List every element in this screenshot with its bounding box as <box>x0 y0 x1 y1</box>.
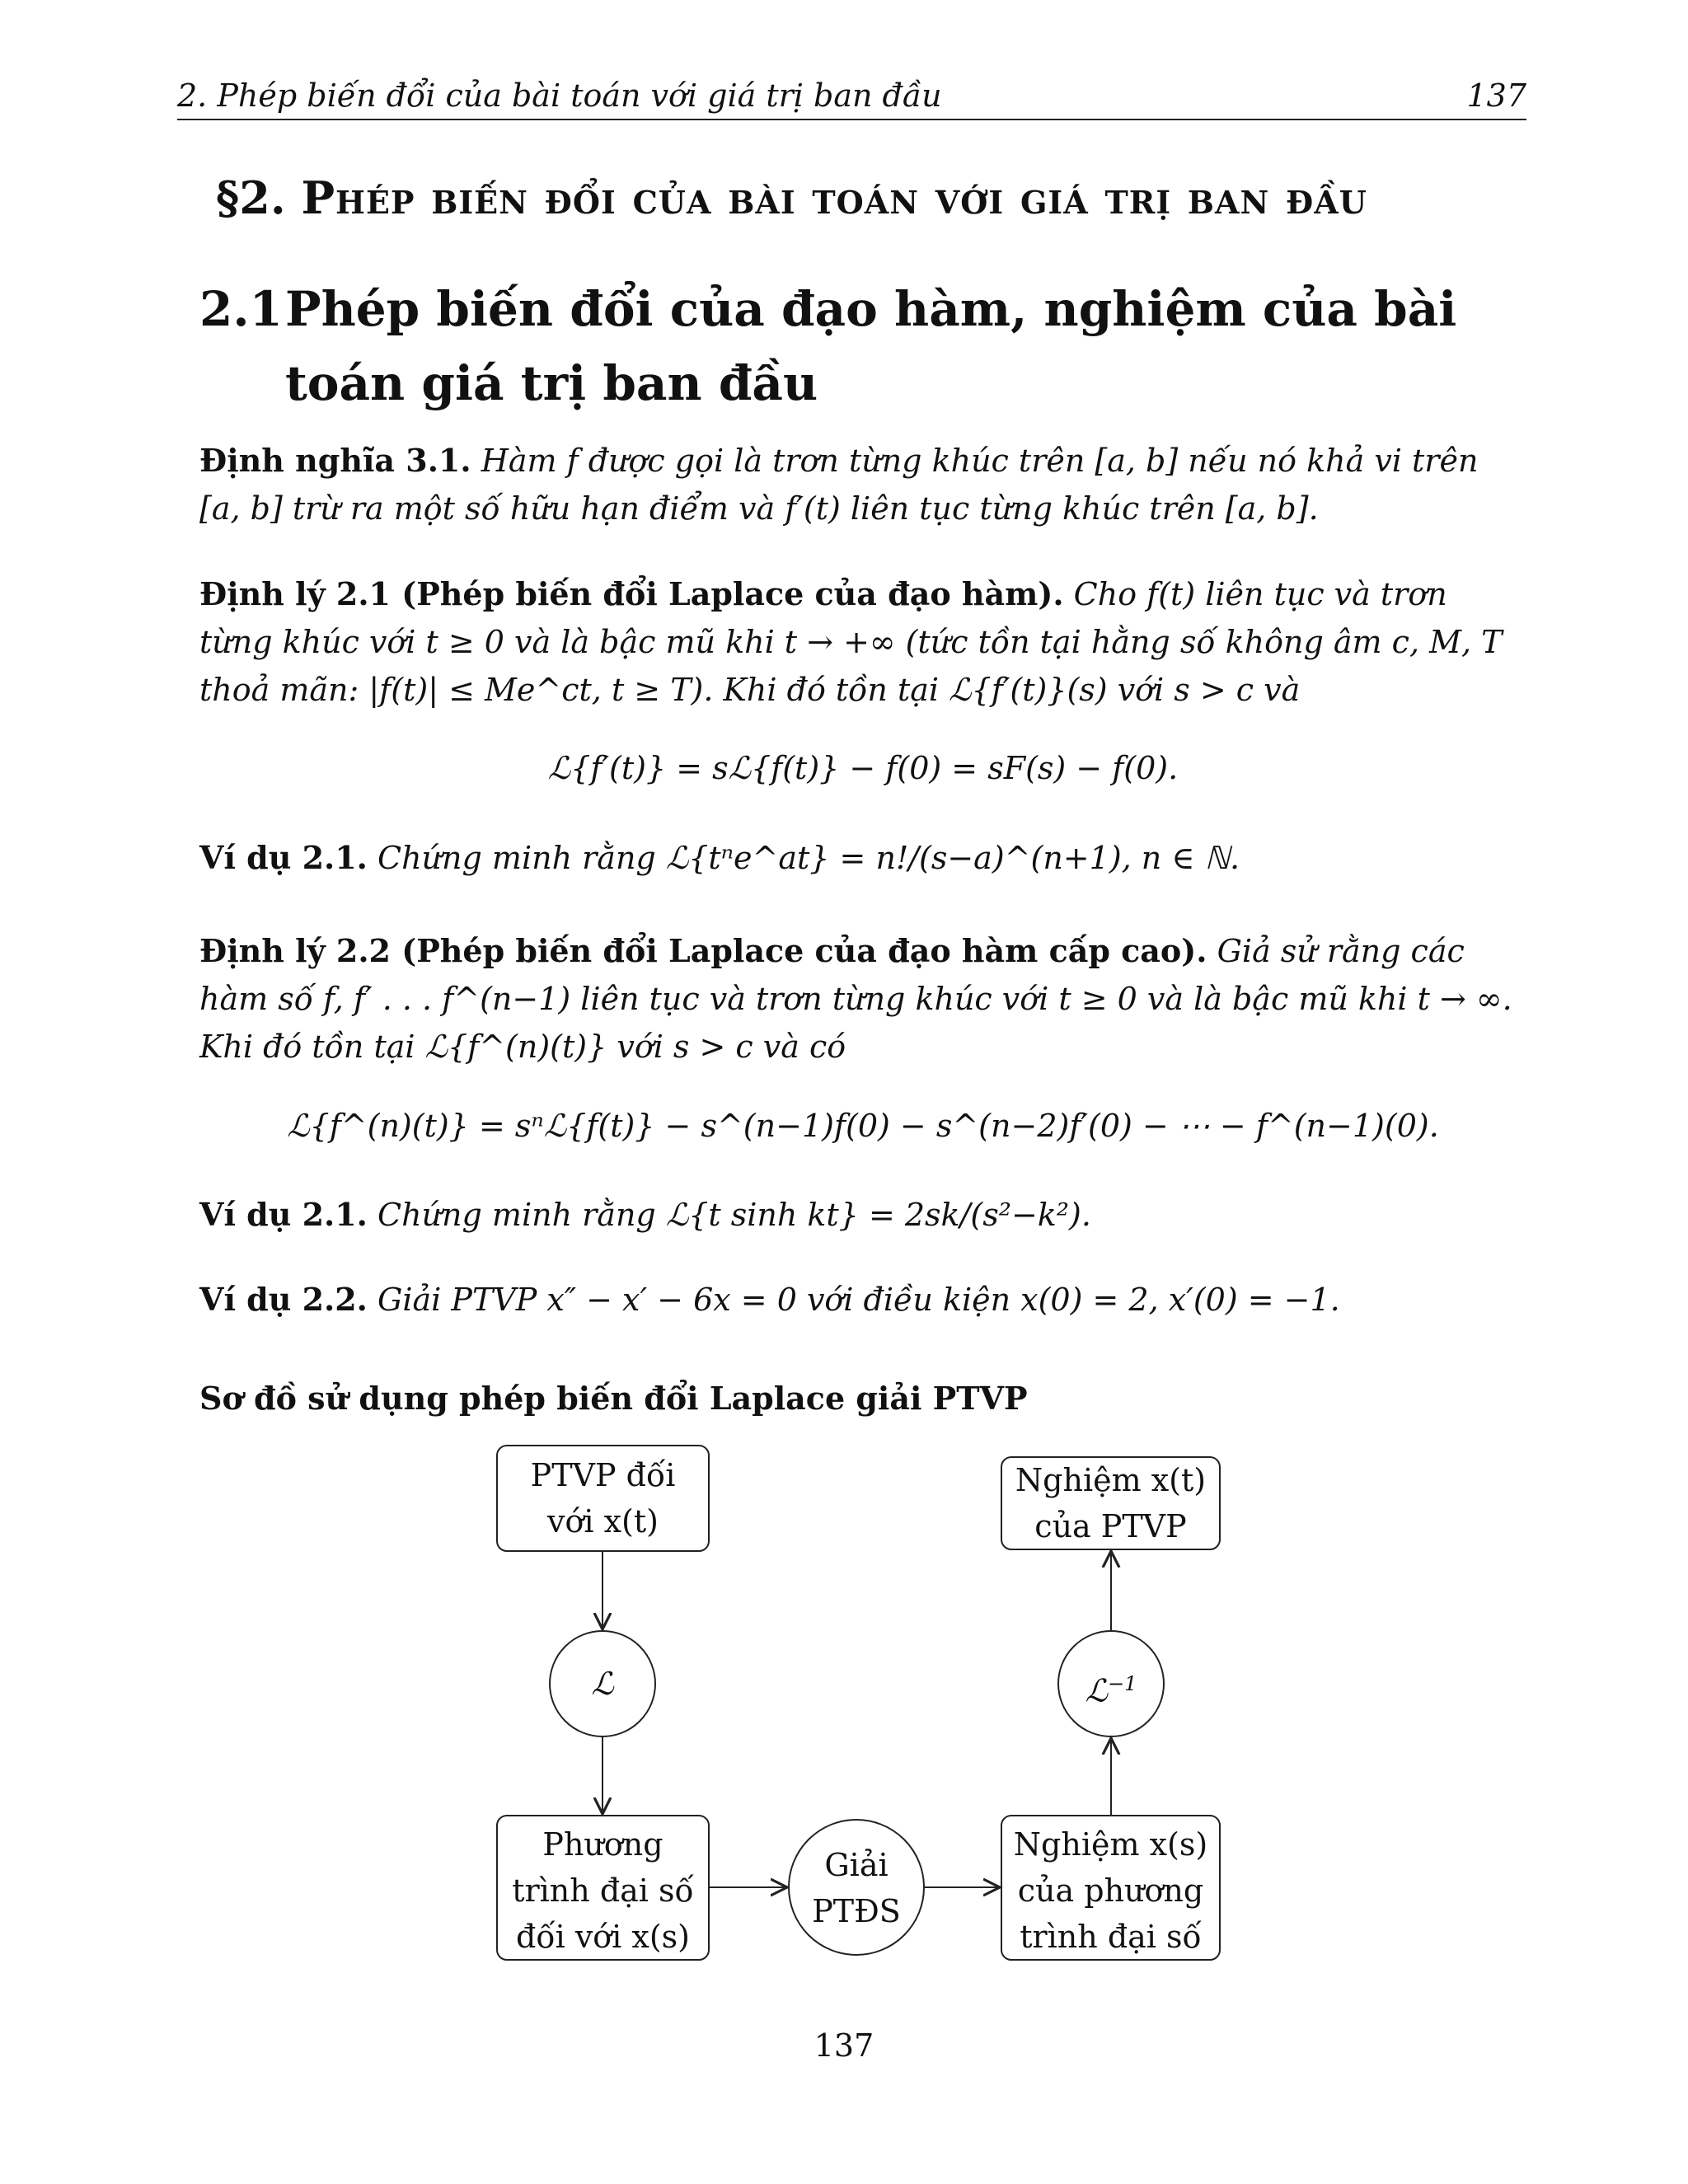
footer-page-number: 137 <box>814 2027 874 2064</box>
box-alg-solution-line-2: của phương <box>1017 1872 1204 1909</box>
box-algebraic-label <box>497 1821 709 1960</box>
box-algebraic-line-3: đối với x(s) <box>516 1919 690 1955</box>
circle-solve-label <box>789 1842 924 1934</box>
circle-inverse-exponent: −1 <box>1107 1672 1137 1695</box>
definition-label: Định nghĩa 3.1. <box>199 442 471 479</box>
box-solution-line-2: của PTVP <box>1034 1508 1187 1544</box>
section-symbol: §2. <box>216 171 286 224</box>
theorem-1-formula: ℒ{f′(t)} = sℒ{f(t)} − f(0) = sF(s) − f(0). <box>547 750 1179 786</box>
definition-text: Hàm f được gọi là trơn từng khúc trên [a, b] nếu nó khả vi trên [a, b] trừ ra một số hữu hạn điểm và f′(t) liên tục từng khúc trên [a, b]. <box>199 443 1479 527</box>
diagram-heading: Sơ đồ sử dụng phép biến đổi Laplace giải PTVP <box>199 1380 1028 1417</box>
section-title-text: Phép biến đổi của bài toán với giá trị ban đầu <box>301 171 1367 224</box>
theorem-1-text: Cho f(t) liên tục và trơn từng khúc với t ≥ 0 và là bậc mũ khi t → +∞ (tức tồn tại hằng số không âm c, M, T thoả mãn: |f(t)| ≤ Me^ct, t ≥ T). Khi đó tồn tại ℒ{f′(t)}(s) với s > c và <box>199 576 1503 708</box>
example-1-label: Ví dụ 2.1. <box>199 839 368 876</box>
box-ode-line-1: PTVP đối <box>530 1457 676 1493</box>
box-algebraic-line-2: trình đại số <box>512 1872 694 1909</box>
example-1-text: Chứng minh rằng ℒ{tⁿe^at} = n!/(s−a)^(n+1), n ∈ ℕ. <box>377 840 1240 876</box>
box-alg-solution-label <box>1001 1821 1220 1960</box>
theorem-2-formula: ℒ{f^(n)(t)} = sⁿℒ{f(t)} − s^(n−1)f(0) − s^(n−2)f′(0) − ⋯ − f^(n−1)(0). <box>287 1108 1439 1144</box>
subsection-number: 2.1 <box>199 281 283 337</box>
example-3-text: Giải PTVP x″ − x′ − 6x = 0 với điều kiện x(0) = 2, x′(0) = −1. <box>377 1282 1340 1318</box>
circle-inverse-label <box>1058 1661 1164 1714</box>
example-3-label: Ví dụ 2.2. <box>199 1281 368 1318</box>
running-title: 2. Phép biến đổi của bài toán với giá trị ban đầu <box>177 77 942 114</box>
example-2-label: Ví dụ 2.1. <box>199 1196 368 1233</box>
example-2-text: Chứng minh rằng ℒ{t sinh kt} = 2sk/(s²−k²). <box>377 1197 1091 1233</box>
theorem-2-text: Giả sử rằng các hàm số f, f′ . . . f^(n−1) liên tục và trơn từng khúc với t ≥ 0 và là bậc mũ khi t → ∞. Khi đó tồn tại ℒ{f^(n)(t)} với s > c và có <box>199 933 1512 1065</box>
box-solution-line-1: Nghiệm x(t) <box>1015 1462 1207 1498</box>
subsection-title-text: Phép biến đổi của đạo hàm, nghiệm của bài toán giá trị ban đầu <box>285 281 1457 411</box>
box-ode-label <box>497 1452 709 1544</box>
theorem-2-label: Định lý 2.2 (Phép biến đổi Laplace của đạo hàm cấp cao). <box>199 932 1207 969</box>
circle-inverse-symbol: ℒ <box>1085 1672 1108 1709</box>
box-ode-line-2: với x(t) <box>547 1503 659 1540</box>
circle-solve-line-2: PTĐS <box>812 1893 901 1929</box>
box-alg-solution-line-1: Nghiệm x(s) <box>1013 1826 1208 1863</box>
circle-laplace-label: ℒ <box>591 1666 614 1702</box>
box-alg-solution-line-3: trình đại số <box>1020 1919 1202 1955</box>
theorem-1-label: Định lý 2.1 (Phép biến đổi Laplace của đạo hàm). <box>199 575 1064 612</box>
box-solution-label <box>1001 1457 1220 1549</box>
circle-solve-line-1: Giải <box>824 1847 889 1883</box>
header-page-number: 137 <box>1466 77 1526 114</box>
box-algebraic-line-1: Phương <box>542 1826 663 1863</box>
